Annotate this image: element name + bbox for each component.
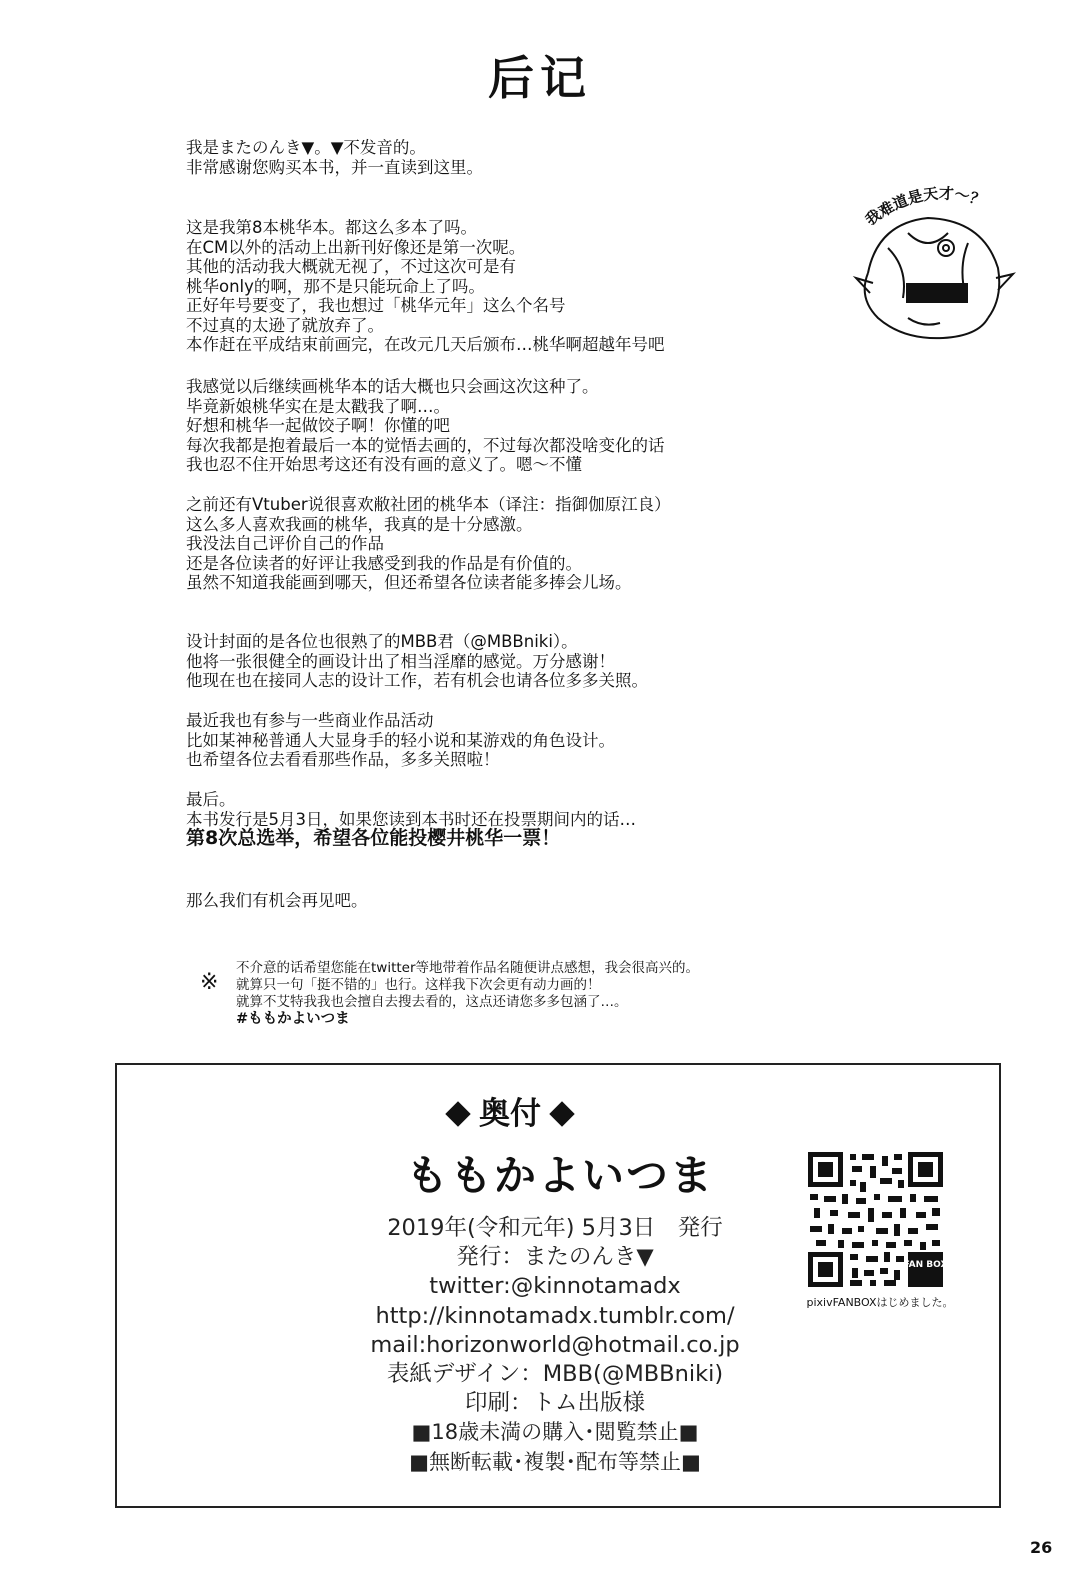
text-line: 那么我们有机会再见吧。 <box>186 891 368 910</box>
paragraph-vtuber <box>186 495 826 593</box>
paragraph-farewell <box>186 891 826 911</box>
colophon-heading-text: 奥付 <box>479 1096 541 1132</box>
hashtag: #ももかよいつま <box>236 1011 350 1027</box>
chibi-drawing <box>856 218 1013 338</box>
text-line: 本作赶在平成结束前画完，在改元几天后颁布…桃华啊超越年号吧 <box>186 335 665 354</box>
reproduction-warning: ■無断転載･複製･配布等禁止■ <box>409 1449 701 1474</box>
page-number: 26 <box>1030 1538 1053 1557</box>
qr-caption: pixivFANBOXはじめました。 <box>806 1296 954 1309</box>
cover-design-credit: 表紙デザイン：MBB(@MBBniki) <box>386 1360 724 1387</box>
paragraph-commercial <box>186 711 826 770</box>
text-line: 我没法自己评价自己的作品 <box>186 534 384 553</box>
text-line: 设计封面的是各位也很熟了的MBB君（@MBBniki）。 <box>186 632 578 651</box>
chibi-illustration <box>848 178 1018 348</box>
text-line: 我感觉以后继续画桃华本的话大概也只会画这次这种了。 <box>186 377 599 396</box>
footnote-line: 不介意的话希望您能在twitter等地带着作品名随便讲点感想，我会很高兴的。 <box>236 960 700 976</box>
colophon-heading <box>370 1094 650 1134</box>
text-line: 他现在也在接同人志的设计工作，若有机会也请各位多多关照。 <box>186 671 648 690</box>
text-line: 正好年号要变了，我也想过「桃华元年」这么个名号 <box>186 296 566 315</box>
publish-date: 2019年(令和元年) 5月3日 発行 <box>387 1215 723 1241</box>
twitter-handle: twitter:@kinnotamadx <box>429 1273 681 1300</box>
text-line: 毕竟新娘桃华实在是太戳我了啊…。 <box>186 396 450 416</box>
text-line: 最后。 <box>186 790 236 809</box>
text-line: 桃华only的啊，那不是只能玩命上了吗。 <box>186 276 485 296</box>
text-line: 比如某神秘普通人大显身手的轻小说和某游戏的角色设计。 <box>186 730 615 750</box>
printer-credit: 印刷：トム出版様 <box>464 1390 645 1417</box>
text-line: 我也忍不住开始思考这还有没有画的意义了。嗯～不懂 <box>186 455 582 474</box>
censor-bar <box>906 283 968 303</box>
reference-mark: ※ <box>200 970 219 995</box>
paragraph-election <box>186 790 826 853</box>
fanbox-label: FAN BOX <box>903 1260 948 1270</box>
age-restriction-warning: ■18歳未満の購入･閲覧禁止■ <box>411 1420 699 1445</box>
text-line: 这么多人喜欢我画的桃华，我真的是十分感激。 <box>186 514 533 534</box>
text-line: 其他的活动我大概就无视了，不过这次可是有 <box>186 257 516 276</box>
footnote-line: 就算不艾特我我也会擅自去搜去看的，这点还请您多多包涵了…。 <box>236 994 628 1010</box>
text-line: 这是我第8本桃华本。都这么多本了吗。 <box>186 218 477 237</box>
election-appeal: 第8次总选举，希望各位能投樱井桃华一票！ <box>186 827 561 849</box>
qr-code <box>808 1152 948 1287</box>
colophon-details <box>330 1214 780 1477</box>
footnote-lines <box>236 960 699 1028</box>
email-address: mail:horizonworld@hotmail.co.jp <box>370 1331 740 1358</box>
text-line: 最近我也有参与一些商业作品活动 <box>186 711 434 730</box>
text-line: 每次我都是抱着最后一本的觉悟去画的，不过每次都没啥变化的话 <box>186 435 665 455</box>
text-line: 之前还有Vtuber说很喜欢敝社团的桃华本（译注：指御伽原江良） <box>186 495 671 514</box>
page-title: 后记 <box>488 51 592 105</box>
chibi-caption <box>862 184 987 229</box>
work-title: ももかよいつま <box>405 1151 714 1200</box>
text-line: 非常感谢您购买本书，并一直读到这里。 <box>186 157 483 177</box>
text-line: 在CM以外的活动上出新刊好像还是第一次呢。 <box>186 237 526 257</box>
text-line: 也希望各位去看看那些作品，多多关照啦！ <box>186 750 500 769</box>
text-line: 好想和桃华一起做饺子啊！你懂的吧 <box>186 416 450 435</box>
paragraph-eighth-book <box>186 218 826 355</box>
footnote-line: 就算只一句「挺不错的」也行。这样我下次会更有动力画的！ <box>236 977 601 993</box>
diamond-icon <box>445 1101 470 1126</box>
tumblr-url: http://kinnotamadx.tumblr.com/ <box>375 1302 735 1329</box>
diamond-icon <box>549 1101 574 1126</box>
text-line: 他将一张很健全的画设计出了相当淫靡的感觉。万分感谢！ <box>186 651 615 671</box>
paragraph-intro <box>186 138 826 177</box>
paragraph-future <box>186 377 826 475</box>
text-line: 不过真的太逊了就放弃了。 <box>186 315 384 335</box>
text-line: 本书发行是5月3日，如果您读到本书时还在投票期间内的话… <box>186 809 636 829</box>
text-line: 虽然不知道我能画到哪天，但还希望各位读者能多捧会儿场。 <box>186 573 632 592</box>
publisher: 発行：またのんき▼ <box>456 1244 654 1271</box>
text-line: 我是またのんき▼。▼不发音的。 <box>186 138 426 157</box>
chibi-caption-path: 我难道是天才～？ <box>862 184 988 230</box>
text-line: 还是各位读者的好评让我感受到我的作品是有价值的。 <box>186 553 582 573</box>
paragraph-cover-design <box>186 632 826 691</box>
